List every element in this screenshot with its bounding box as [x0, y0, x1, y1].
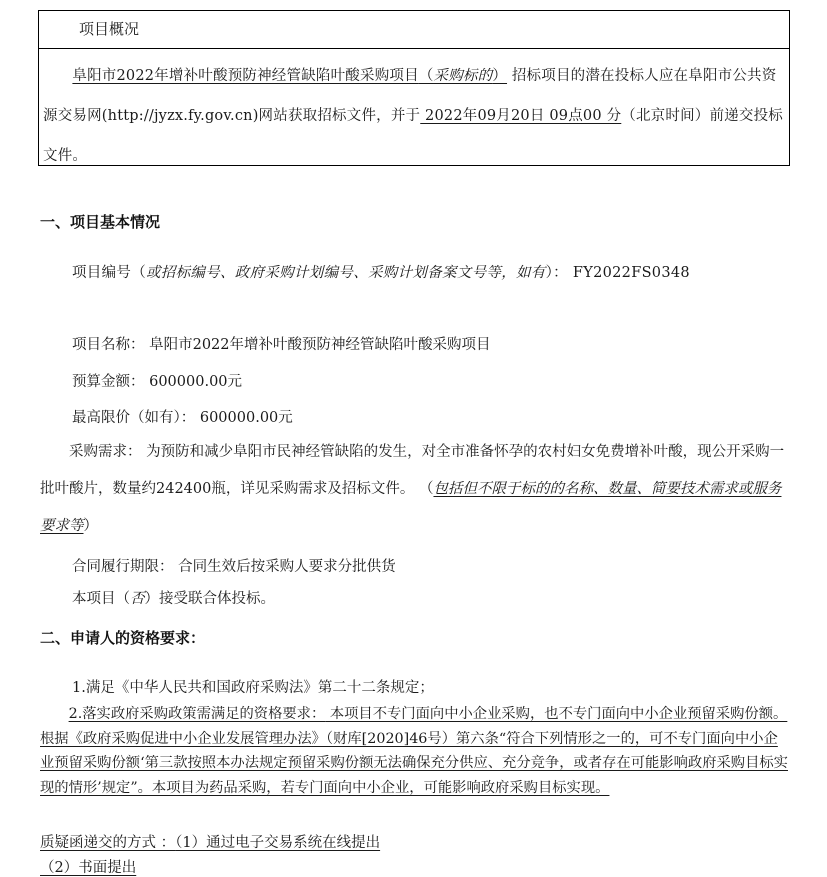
budget-row — [72, 370, 242, 391]
summary-text-1: 招标项目的潜在投标人应在阜阳市公共资源交易网(http://jyzx.fy.gov.cn)网站获取招标文件，并于 — [43, 68, 777, 124]
query-method-label: 质疑函递交的方式 ： — [40, 835, 176, 851]
contract-label: 合同履行期限： — [72, 559, 179, 575]
project-number-label: 项目编号（ — [72, 265, 146, 281]
project-name-value: 阜阳市2022年增补叶酸预防神经管缺陷叶酸采购项目 — [149, 337, 491, 353]
summary-deadline: 2022年09月20日 09点00 分 — [420, 108, 622, 124]
query-option-2-text: （2）书面提出 — [40, 860, 137, 876]
section2-heading: 二、申请人的资格要求： — [40, 629, 206, 647]
summary-project-name: 阜阳市2022年增补叶酸预防神经管缺陷叶酸采购项目 — [72, 68, 419, 84]
demand-close: ） — [83, 518, 98, 534]
max-price-label: 最高限价（如有）： — [72, 410, 200, 426]
demand-note: 包括但不限于标的的名称、数量、简要技术需求或服务要求等 — [40, 481, 782, 534]
consortium-pre: 本项目（ — [72, 591, 130, 607]
budget-value: 600000.00元 — [149, 374, 243, 390]
budget-label: 预算金额： — [72, 374, 150, 390]
contract-period-row — [72, 555, 396, 576]
query-option-2 — [40, 856, 136, 877]
project-number-value: FY2022FS0348 — [572, 265, 690, 281]
section1-heading: 一、项目基本情况 — [40, 213, 161, 231]
contract-value: 合同生效后按采购人要求分批供货 — [178, 559, 396, 575]
query-option-1: （1）通过电子交易系统在线提出 — [175, 835, 381, 851]
summary-header: 项目概况 — [39, 11, 789, 49]
qualification-item-1: 1.满足《中华人民共和国政府采购法》第二十二条规定； — [72, 680, 434, 696]
project-name-label: 项目名称： — [72, 337, 150, 353]
demand-value: 为预防和减少阜阳市民神经管缺陷的发生，对全市准备怀孕的农村妇女免费增补叶酸，现公开采购一批叶酸片，数量约242400瓶，详见采购需求及招标文件。 （ — [40, 444, 785, 497]
project-number-row — [72, 261, 690, 282]
demand-label: 采购需求： — [69, 444, 147, 460]
max-price-row — [72, 406, 293, 427]
consortium-post: ）接受联合体投标。 — [144, 591, 275, 607]
summary-paren-close: ） — [492, 68, 508, 84]
summary-subject-note: 采购标的 — [433, 68, 493, 84]
consortium-value: 否 — [130, 591, 145, 607]
consortium-row — [72, 587, 275, 608]
qualification-item-2-value: 本项目不专门面向中小企业采购，也不专门面向中小企业预留采购份额。根据《政府采购促进中小企业发展管理办法》（财库[2020]46号）第六条“符合下列情形之一的，可不专门面向中小企业预留采购份额‘第三款按照本办法规定预留采购份额无法确保充分供应、充分竞争，或者存在可能影响政府采购目标实现的情形’规定”。本项目为药品采购，若专门面向中小企业，可能影响政府采购目标实现。 — [40, 706, 788, 797]
summary-paren-open: （ — [418, 68, 434, 84]
project-summary-box — [38, 10, 790, 166]
project-name-row — [72, 333, 491, 354]
summary-body — [39, 49, 789, 176]
summary-text-2: （北京时间）前递交投标文件。 — [43, 108, 783, 164]
demand-paragraph — [40, 434, 792, 545]
project-number-note: 或招标编号、政府采购计划编号、采购计划备案文号等，如有 — [146, 265, 546, 281]
qualification-item-2-label: 2.落实政府采购政策需满足的资格要求： — [68, 706, 326, 722]
qualification-item-2 — [40, 702, 792, 801]
project-number-colon: ）： — [545, 265, 573, 281]
query-method-row — [40, 831, 380, 852]
max-price-value: 600000.00元 — [199, 410, 293, 426]
